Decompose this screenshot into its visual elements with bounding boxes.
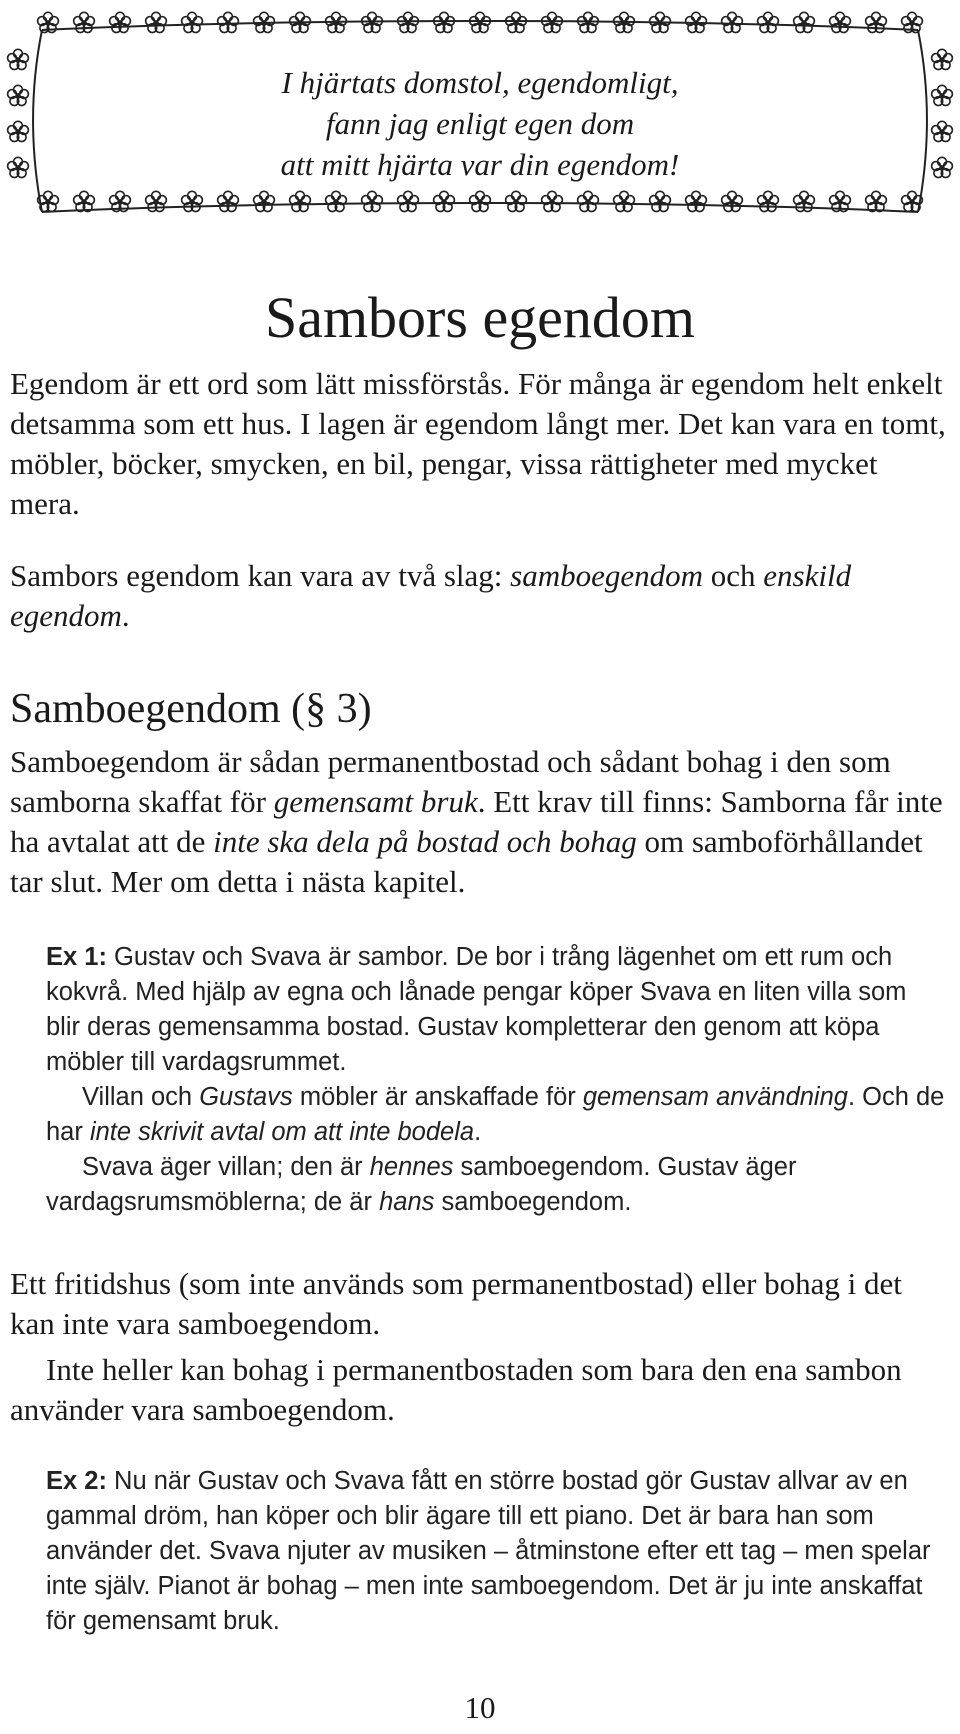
text: Samboegendom är sådan permanentbostad och sådant bohag i den som samborna skaffat för — [10, 744, 891, 819]
flower-ornament — [290, 191, 311, 211]
flower-ornament — [182, 191, 203, 211]
flower-ornament — [8, 157, 29, 177]
term: enskild egendom — [10, 558, 852, 633]
text: Nu när Gustav och Svava fått en större bostad gör Gustav allvar av en gammal dröm, han köper och blir ägare till ett piano. Det är bara han som använder det. Svava njuter av musiken – åtminstone efter ett tag – men spelar inte själv. Pianot är bohag – men inte samboegendom. Det är ju inte anskaffat för gemensamt bruk. — [46, 1467, 931, 1635]
flower-ornament — [614, 191, 635, 211]
text: om samboförhållandet tar slut. Mer om detta i nästa kapitel. — [10, 824, 923, 899]
intro-paragraph: Egendom är ett ord som lätt missförstås. För många är egendom helt enkelt detsamma som ett hus. I lagen är egendom långt mer. Det kan vara en tomt, möbler, böcker, smycken, en bil, pengar, vissa rättigheter med mycket mera. — [10, 366, 946, 521]
section-heading: Samboegendom (§ 3) — [10, 686, 372, 732]
flower-ornament — [254, 191, 275, 211]
flower-ornament — [794, 12, 815, 32]
text: och — [703, 558, 764, 593]
text: Inte heller kan bohag i permanentbostaden som bara den ena sambon använder vara samboegendom. — [10, 1352, 902, 1427]
text: möbler är anskaffade för — [292, 1083, 583, 1111]
text: Svava äger villan; den är — [82, 1153, 370, 1181]
emphasis: gemensamt bruk — [273, 784, 478, 819]
page-title: Sambors egendom — [264, 285, 696, 350]
flower-ornament — [830, 191, 851, 211]
flower-ornament — [398, 12, 419, 32]
flower-ornament — [932, 157, 953, 177]
text: samboegendom. Gustav äger vardagsrumsmöblerna; de är — [46, 1153, 797, 1216]
flower-ornament — [326, 191, 347, 211]
flower-ornament — [902, 12, 923, 32]
flower-ornament — [932, 121, 953, 141]
example-1-para-c — [46, 1150, 946, 1220]
flower-ornament — [470, 12, 491, 32]
emphasis: Gustavs — [199, 1083, 293, 1111]
flower-ornament — [506, 191, 527, 211]
page-number: 10 — [464, 1690, 496, 1725]
flower-ornament — [146, 191, 167, 211]
flower-ornament — [146, 12, 167, 32]
flower-ornament — [182, 12, 203, 32]
example-label: Ex 2: — [46, 1467, 107, 1495]
section-paragraph — [10, 742, 950, 902]
example-label: Ex 1: — [46, 943, 107, 971]
flower-ornament — [218, 191, 239, 211]
example-2 — [46, 1464, 946, 1639]
flower-ornament — [74, 12, 95, 32]
fritidshus-paragraph: Ett fritidshus (som inte används som permanentbostad) eller bohag i det kan inte vara samboegendom. — [10, 1266, 902, 1341]
flower-ornament — [74, 191, 95, 211]
flower-ornament — [650, 191, 671, 211]
text: . — [474, 1118, 482, 1146]
text: Sambors egendom kan vara av två slag: — [10, 558, 511, 593]
flower-ornament — [8, 121, 29, 141]
flower-ornament — [470, 191, 491, 211]
term: samboegendom — [510, 558, 704, 593]
flower-ornament — [506, 12, 527, 32]
flower-ornament — [110, 12, 131, 32]
flower-ornament — [8, 85, 29, 105]
emphasis: inte ska dela på bostad och bohag — [213, 824, 637, 859]
poem-line: fann jag enligt egen dom — [325, 106, 635, 141]
flower-ornament — [794, 191, 815, 211]
flower-ornament — [38, 12, 59, 32]
text: . Ett krav till finns: Samborna får inte ha avtalat att de — [10, 784, 943, 859]
flower-ornament — [932, 85, 953, 105]
example-1 — [46, 940, 946, 1220]
text: Villan och — [82, 1083, 200, 1111]
flower-ornament — [362, 191, 383, 211]
types-paragraph — [10, 556, 950, 636]
flower-ornament — [542, 12, 563, 32]
flower-ornament — [686, 191, 707, 211]
text: Gustav och Svava är sambor. De bor i trång lägenhet om ett rum och kokvrå. Med hjälp av egna och lånade pengar köper Svava en liten villa som blir deras gemensamma bostad. Gustav kompletterar den genom att köpa möbler till vardagsrummet. — [46, 943, 907, 1076]
flower-ornament — [110, 191, 131, 211]
flower-ornament — [8, 49, 29, 69]
flower-ornament — [578, 191, 599, 211]
flower-ornament — [830, 12, 851, 32]
emphasis: inte skrivit avtal om att inte bodela — [89, 1118, 475, 1146]
emphasis: hans — [379, 1188, 435, 1216]
poem-line: att mitt hjärta var din egendom! — [280, 147, 680, 182]
flower-ornament — [434, 191, 455, 211]
poem-line: I hjärtats domstol, egendomligt, — [281, 65, 679, 100]
flower-ornament — [542, 191, 563, 211]
flower-ornament — [866, 12, 887, 32]
flower-ornament — [758, 191, 779, 211]
flower-ornament — [866, 191, 887, 211]
flower-ornament — [722, 12, 743, 32]
text: . — [121, 598, 130, 633]
flower-ornament — [758, 12, 779, 32]
flower-ornament — [434, 12, 455, 32]
flower-ornament — [218, 12, 239, 32]
text: samboegendom. — [434, 1188, 632, 1216]
flower-ornament — [932, 49, 953, 69]
poem — [110, 62, 850, 185]
example-1-para-a — [46, 940, 946, 1080]
emphasis: hennes — [369, 1153, 454, 1181]
bohag-paragraph — [10, 1350, 950, 1430]
emphasis: gemensam användning — [582, 1083, 848, 1111]
example-1-para-b — [46, 1080, 946, 1150]
flower-ornament — [722, 191, 743, 211]
text: . Och de har — [46, 1083, 945, 1146]
flower-ornament — [398, 191, 419, 211]
